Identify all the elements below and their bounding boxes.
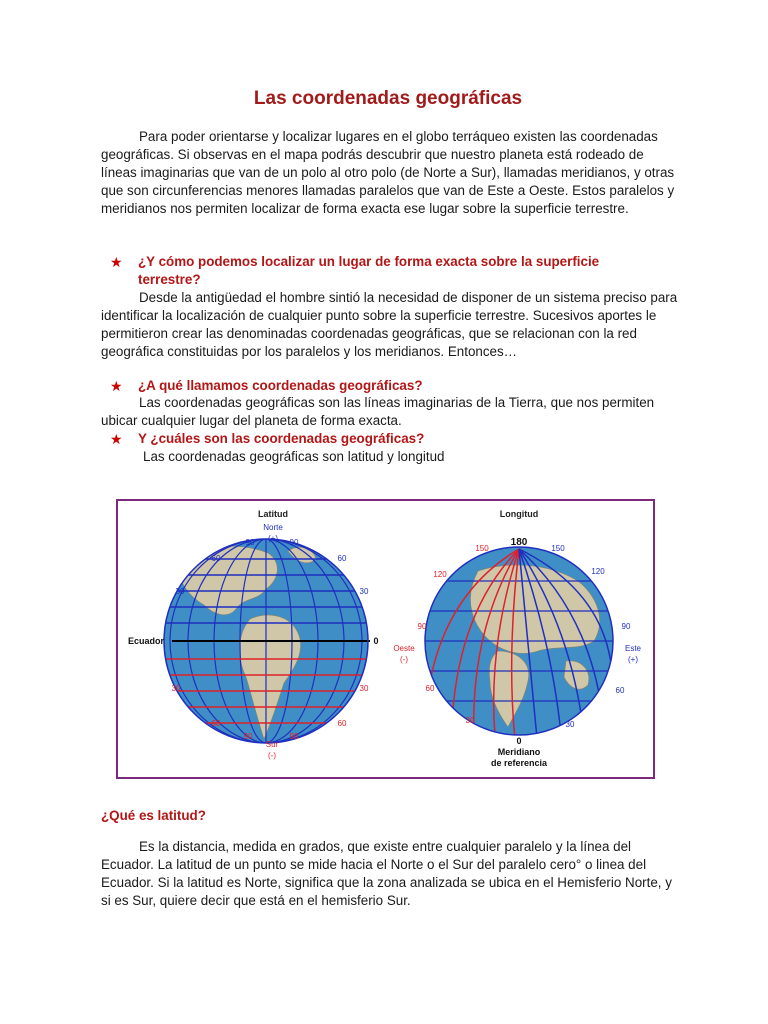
east-plus-label: (+) xyxy=(628,655,638,664)
lat-tick-90-nw: 90 xyxy=(245,538,255,547)
equator-label: Ecuador xyxy=(127,636,165,646)
star-bullet-icon: ★ xyxy=(110,378,123,394)
north-label: Norte xyxy=(263,523,283,532)
lon-tick-120-e: 120 xyxy=(591,567,605,576)
reference-meridian-label-2: de referencia xyxy=(490,758,548,768)
longitude-globe xyxy=(393,509,641,768)
question-2-text: ¿A qué llamamos coordenadas geográficas? xyxy=(138,378,423,393)
globes-illustration xyxy=(118,501,653,777)
north-plus-label: (+) xyxy=(268,534,278,543)
lon-tick-90-w: 90 xyxy=(417,622,427,631)
question-3-text: Y ¿cuáles son las coordenadas geográficas? xyxy=(138,431,425,446)
lat-tick-60-nw: 60 xyxy=(211,554,221,563)
lat-tick-60-se: 60 xyxy=(337,719,347,728)
question-3 xyxy=(110,430,650,448)
reference-meridian-label-1: Meridiano xyxy=(497,747,541,757)
answer-3: Las coordenadas geográficas son latitud y longitud xyxy=(143,449,445,464)
lat-tick-30-se: 30 xyxy=(359,684,369,693)
longitude-title: Longitud xyxy=(499,509,539,519)
lon-tick-60-w: 60 xyxy=(425,684,435,693)
lon-tick-180: 180 xyxy=(510,537,528,548)
latitude-paragraph: Es la distancia, medida en grados, que existe entre cualquier paralelo y la línea del Ecuador. La latitud de un punto se mide hacia el Norte o el Sur del paralelo cero° o linea del Ecuador. Si la latitud es Norte, significa que la zona analizada se ubica en el Hemisferio Norte, y si es Sur, quiere decir que está en el hemisferio Sur. xyxy=(101,839,672,908)
lon-tick-0: 0 xyxy=(516,736,522,746)
page-title: Las coordenadas geográficas xyxy=(253,88,523,109)
lat-tick-90-sw: 90 xyxy=(243,732,253,741)
answer-2: Las coordenadas geográficas son las líneas imaginarias de la Tierra, que nos permiten ubicar cualquier lugar del planeta de forma exacta. xyxy=(101,395,655,428)
question-1-text: ¿Y cómo podemos localizar un lugar de forma exacta sobre la superficie terrestre? xyxy=(138,254,600,287)
question-2 xyxy=(110,377,650,395)
lat-tick-90-se: 90 xyxy=(289,732,299,741)
lon-tick-30-w: 30 xyxy=(465,716,475,725)
lat-tick-30-nw: 30 xyxy=(175,587,185,596)
lon-tick-150-w: 150 xyxy=(475,544,489,553)
question-1 xyxy=(110,253,650,289)
answer-1: Desde la antigüedad el hombre sintió la necesidad de disponer de un sistema preciso para identificar la localización de cualquier punto sobre la superficie terrestre. Sucesivos aportes le permitieron crear las denominadas coordenadas geográficas, que se relacionan con la red geográfica constituidas por los paralelos y los meridianos. Entonces… xyxy=(101,290,678,359)
latitude-title: Latitud xyxy=(258,509,288,519)
star-bullet-icon: ★ xyxy=(110,431,123,447)
lat-tick-30-ne: 30 xyxy=(359,587,369,596)
lon-tick-120-w: 120 xyxy=(433,570,447,579)
south-minus-label: (-) xyxy=(268,751,276,760)
east-label: Este xyxy=(624,644,642,653)
lon-tick-150-e: 150 xyxy=(551,544,565,553)
lon-tick-30-e: 30 xyxy=(565,720,575,729)
lat-tick-90-ne: 90 xyxy=(289,538,299,547)
lat-tick-60-ne: 60 xyxy=(337,554,347,563)
latitude-heading: ¿Qué es latitud? xyxy=(101,808,206,823)
west-minus-label: (-) xyxy=(400,655,408,664)
lat-tick-0: 0 xyxy=(373,636,379,646)
lon-tick-60-e: 60 xyxy=(615,686,625,695)
lat-tick-30-sw: 30 xyxy=(171,684,181,693)
coordinates-figure xyxy=(116,499,655,779)
west-label: Oeste xyxy=(393,644,415,653)
south-label: Sur xyxy=(265,740,279,749)
intro-paragraph: Para poder orientarse y localizar lugares en el globo terráqueo existen las coordenadas geográficas. Si observas en el mapa podrás descubrir que nuestro planeta está rodeado de líneas imaginarias que van de un polo al otro polo (de Norte a Sur), llamadas meridianos, y otras que son circunferencias menores llamadas paralelos que van de Este a Oeste. Estos paralelos y meridianos nos permiten localizar de forma exacta ese lugar sobre la superficie terrestre. xyxy=(101,129,675,216)
lat-tick-60-sw: 60 xyxy=(211,719,221,728)
latitude-globe xyxy=(128,509,379,760)
star-bullet-icon: ★ xyxy=(110,254,123,270)
lon-tick-90-e: 90 xyxy=(621,622,631,631)
